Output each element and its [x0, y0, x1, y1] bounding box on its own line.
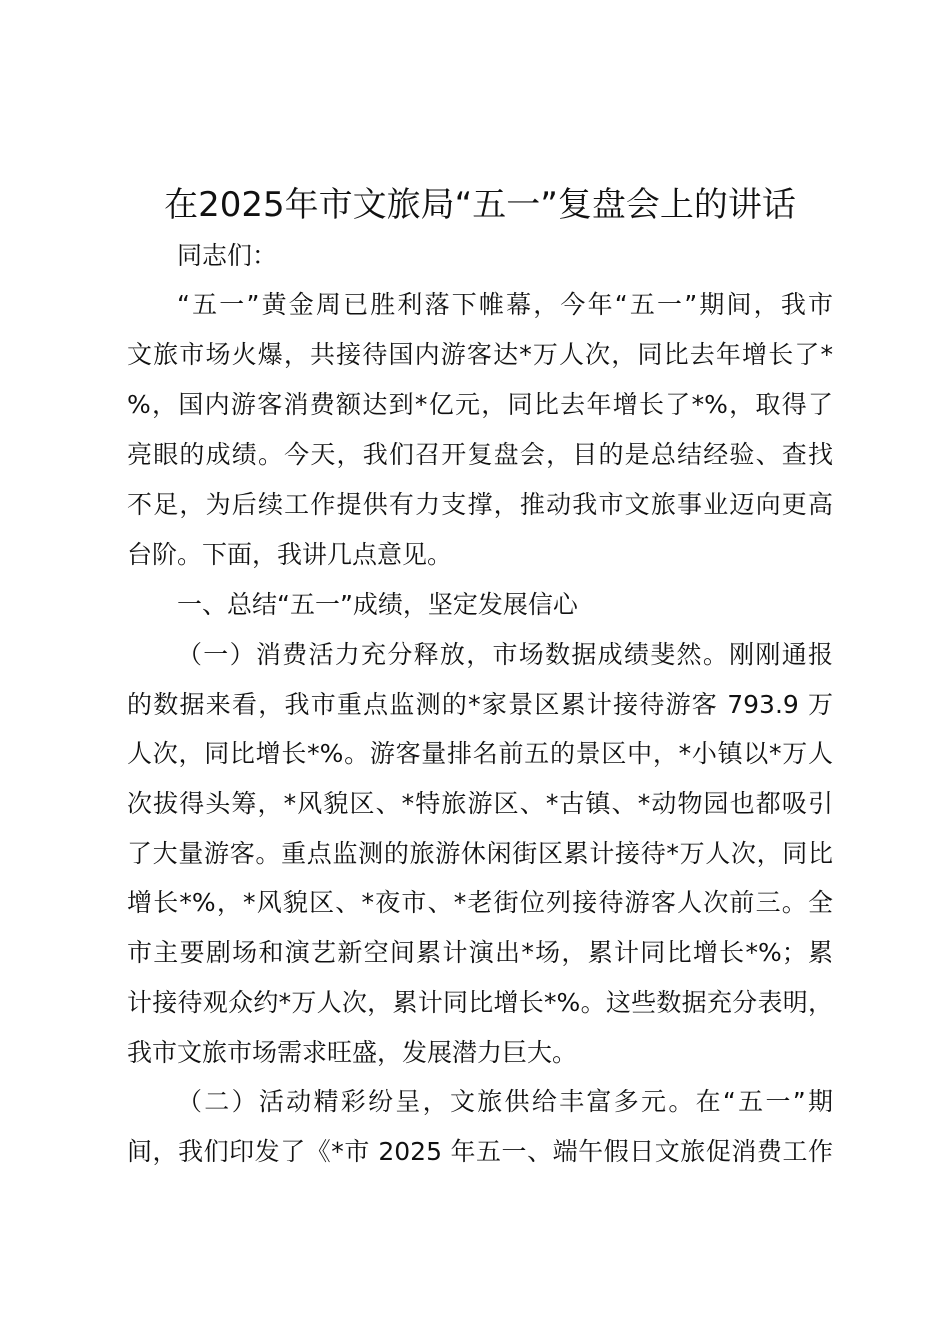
paragraph-line: 人次，同比增长*%。游客量排名前五的景区中，*小镇以*万人 — [127, 739, 833, 768]
paragraph-line: 台阶。下面，我讲几点意见。 — [127, 540, 453, 569]
paragraph-line: 间，我们印发了《*市 2025 年五一、端午假日文旅促消费工作 — [127, 1137, 833, 1166]
paragraph-line: （一）消费活力充分释放，市场数据成绩斐然。刚刚通报 — [177, 640, 833, 669]
paragraph-line: 市主要剧场和演艺新空间累计演出*场，累计同比增长*%；累 — [127, 938, 833, 967]
paragraph-line: 文旅市场火爆，共接待国内游客达*万人次，同比去年增长了* — [127, 340, 833, 369]
paragraph-line: “五一”黄金周已胜利落下帷幕，今年“五一”期间，我市 — [177, 290, 833, 319]
paragraph-line: 增长*%，*风貌区、*夜市、*老街位列接待游客人次前三。全 — [127, 888, 833, 917]
salutation: 同志们： — [177, 241, 278, 270]
paragraph-line: 计接待观众约*万人次，累计同比增长*%。这些数据充分表明， — [127, 988, 833, 1017]
section-heading: 一、总结“五一”成绩，坚定发展信心 — [177, 590, 578, 619]
paragraph-line: 的数据来看，我市重点监测的*家景区累计接待游客 793.9 万 — [127, 690, 833, 719]
paragraph-line: 我市文旅市场需求旺盛，发展潜力巨大。 — [127, 1038, 578, 1067]
paragraph-line: （二）活动精彩纷呈，文旅供给丰富多元。在“五一”期 — [177, 1087, 833, 1116]
paragraph-line: 不足，为后续工作提供有力支撑，推动我市文旅事业迈向更高 — [127, 490, 833, 519]
paragraph-line: %，国内游客消费额达到*亿元，同比去年增长了*%，取得了 — [127, 390, 833, 419]
paragraph-line: 亮眼的成绩。今天，我们召开复盘会，目的是总结经验、查找 — [127, 440, 833, 469]
paragraph-line: 了大量游客。重点监测的旅游休闲街区累计接待*万人次，同比 — [127, 839, 833, 868]
document-title: 在2025年市文旅局“五一”复盘会上的讲话 — [164, 185, 796, 225]
paragraph-line: 次拔得头筹，*风貌区、*特旅游区、*古镇、*动物园也都吸引 — [127, 789, 833, 818]
